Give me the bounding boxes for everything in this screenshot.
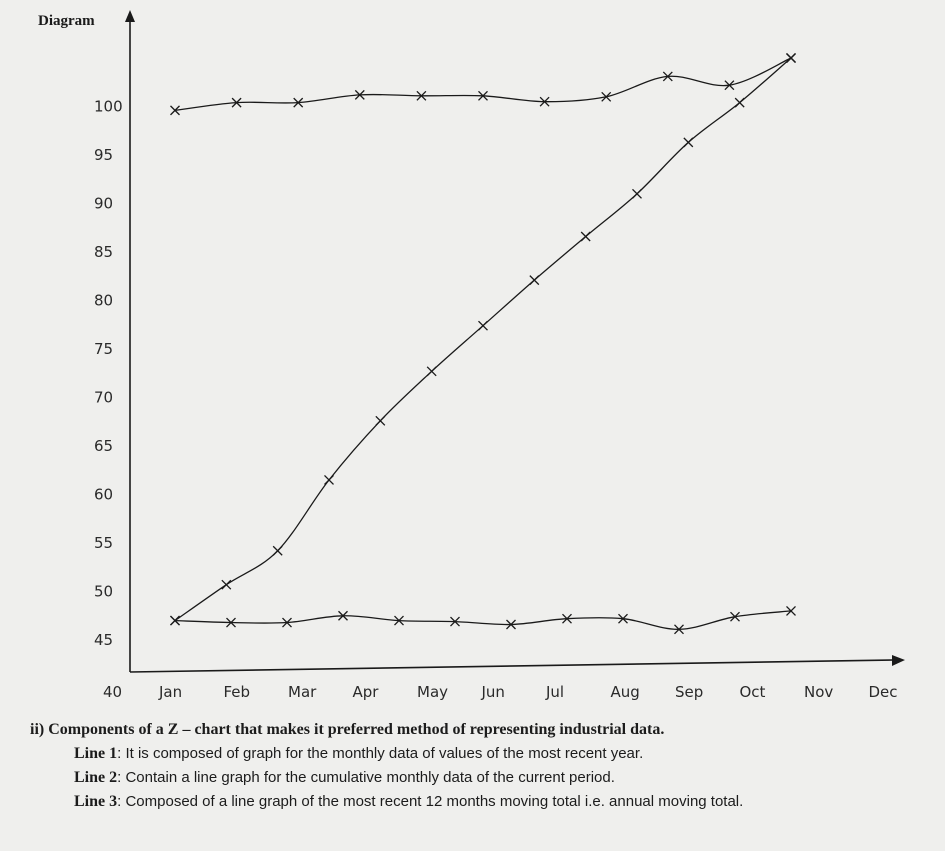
series-line-monthly bbox=[175, 611, 791, 629]
caption-item-line-2 bbox=[30, 766, 910, 790]
y-tick-label: 95 bbox=[94, 146, 114, 164]
y-tick-label: 80 bbox=[94, 291, 114, 310]
series-line-cumulative bbox=[175, 58, 791, 621]
y-tick-label: 50 bbox=[94, 582, 114, 601]
x-tick-label: Jul bbox=[546, 683, 565, 701]
y-tick-label: 100 bbox=[94, 97, 123, 116]
caption-item-text: : Contain a line graph for the cumulative monthly data of the current period. bbox=[117, 769, 615, 786]
y-tick-label: 55 bbox=[94, 534, 114, 552]
x-tick-label: Dec bbox=[868, 683, 898, 701]
data-point-marker bbox=[787, 54, 796, 63]
y-tick-label: 60 bbox=[94, 485, 114, 504]
caption-item-label: Line 1 bbox=[74, 745, 118, 762]
caption-item-text: : It is composed of graph for the monthly data of values of the most recent year. bbox=[117, 745, 644, 762]
caption-item-line-1 bbox=[30, 742, 910, 766]
x-tick-label: Oct bbox=[739, 683, 766, 701]
x-axis bbox=[130, 660, 893, 672]
data-point-marker bbox=[479, 321, 488, 330]
y-axis-arrow bbox=[125, 10, 135, 22]
y-tick-label: 45 bbox=[94, 631, 114, 649]
series-markers bbox=[171, 54, 796, 634]
data-point-marker bbox=[273, 546, 282, 555]
data-point-marker bbox=[684, 138, 693, 147]
caption-item-line-3 bbox=[30, 790, 910, 814]
y-tick-label: 65 bbox=[94, 437, 114, 455]
x-tick-label: May bbox=[417, 683, 449, 701]
x-tick-label: Nov bbox=[804, 683, 834, 701]
x-tick-label: Aug bbox=[610, 683, 640, 701]
data-point-marker bbox=[325, 475, 334, 484]
x-tick-label: Jan bbox=[159, 683, 183, 701]
data-point-marker bbox=[735, 98, 744, 107]
data-point-marker bbox=[427, 367, 436, 376]
x-tick-label: Mar bbox=[288, 683, 317, 701]
axes bbox=[125, 10, 905, 672]
data-point-marker bbox=[530, 276, 539, 285]
caption bbox=[30, 718, 910, 814]
x-tick-labels bbox=[158, 683, 898, 701]
y-tick-label: 75 bbox=[94, 340, 114, 358]
y-tick-label: 70 bbox=[94, 388, 114, 407]
data-point-marker bbox=[633, 189, 642, 198]
caption-item-text: : Composed of a line graph of the most recent 12 months moving total i.e. annual moving total. bbox=[117, 793, 744, 810]
x-tick-label: Sep bbox=[675, 683, 704, 701]
series-lines bbox=[175, 58, 791, 629]
x-tick-label: Feb bbox=[223, 683, 251, 701]
data-point-marker bbox=[581, 232, 590, 241]
series-line-moving-total bbox=[175, 58, 791, 110]
x-axis-arrow bbox=[892, 655, 905, 666]
caption-heading: ii) Components of a Z – chart that makes it preferred method of representing industrial data. bbox=[30, 721, 665, 738]
data-point-marker bbox=[222, 580, 231, 589]
y-tick-label: 40 bbox=[103, 683, 123, 701]
y-tick-label: 90 bbox=[94, 194, 114, 213]
data-point-marker bbox=[376, 416, 385, 425]
y-tick-labels bbox=[94, 98, 123, 702]
caption-item-label: Line 2 bbox=[74, 769, 118, 786]
x-tick-label: Apr bbox=[352, 683, 379, 701]
y-axis-label: Diagram bbox=[38, 13, 95, 29]
caption-item-label: Line 3 bbox=[74, 793, 118, 810]
y-tick-label: 85 bbox=[94, 243, 114, 261]
x-tick-label: Jun bbox=[481, 683, 505, 701]
